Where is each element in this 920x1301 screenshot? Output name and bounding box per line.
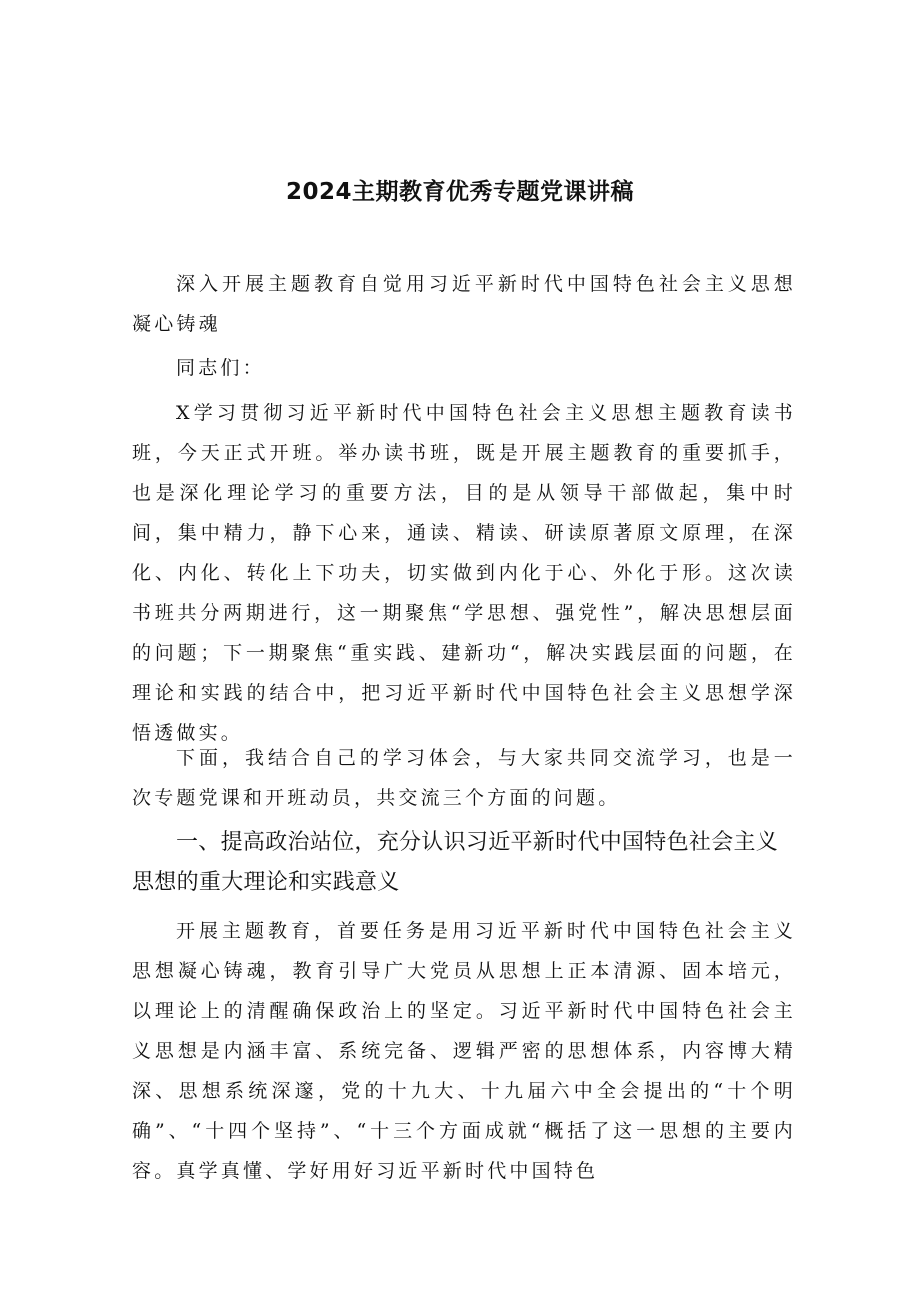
subtitle-paragraph: 深入开展主题教育自觉用习近平新时代中国特色社会主义思想凝心铸魂 <box>132 273 796 335</box>
section-heading: 一、提高政治站位，充分认识习近平新时代中国特色社会主义思想的重大理论和实践意义 <box>132 830 779 895</box>
salutation: 同志们： <box>176 357 265 379</box>
paragraph-intro: X学习贯彻习近平新时代中国特色社会主义思想主题教育读书班，今天正式开班。举办读书班，既是开展主题教育的重要抓手，也是深化理论学习的重要方法，目的是从领导干部做起，集中时间，集中精力，静下心来，通读、精读、研读原著原文原理，在深化、内化、转化上下功夫，切实做到内化于心、外化于形。这次读书班共分两期进行，这一期聚焦“学思想、强党性”，解决思想层面的问题；下一期聚焦“重实践、建新功“，解决实践层面的问题，在理论和实践的结合中，把习近平新时代中国特色社会主义思想学深悟透做实。 <box>132 402 796 744</box>
section-paragraph: 开展主题教育，首要任务是用习近平新时代中国特色社会主义思想凝心铸魂，教育引导广大党员从思想上正本清源、固本培元，以理论上的清醒确保政治上的坚定。习近平新时代中国特色社会主义思想是内涵丰富、系统完备、逻辑严密的思想体系，内容博大精深、思想系统深邃，党的十九大、十九届六中全会提出的“十个明确”、“十四个坚持”、“十三个方面成就“概括了这一思想的主要内容。真学真懂、学好用好习近平新时代中国特色 <box>132 920 796 1182</box>
paragraph-overview: 下面，我结合自己的学习体会，与大家共同交流学习，也是一次专题党课和开班动员，共交流三个方面的问题。 <box>132 747 796 809</box>
document-title: 2024主期教育优秀专题党课讲稿 <box>285 179 634 205</box>
